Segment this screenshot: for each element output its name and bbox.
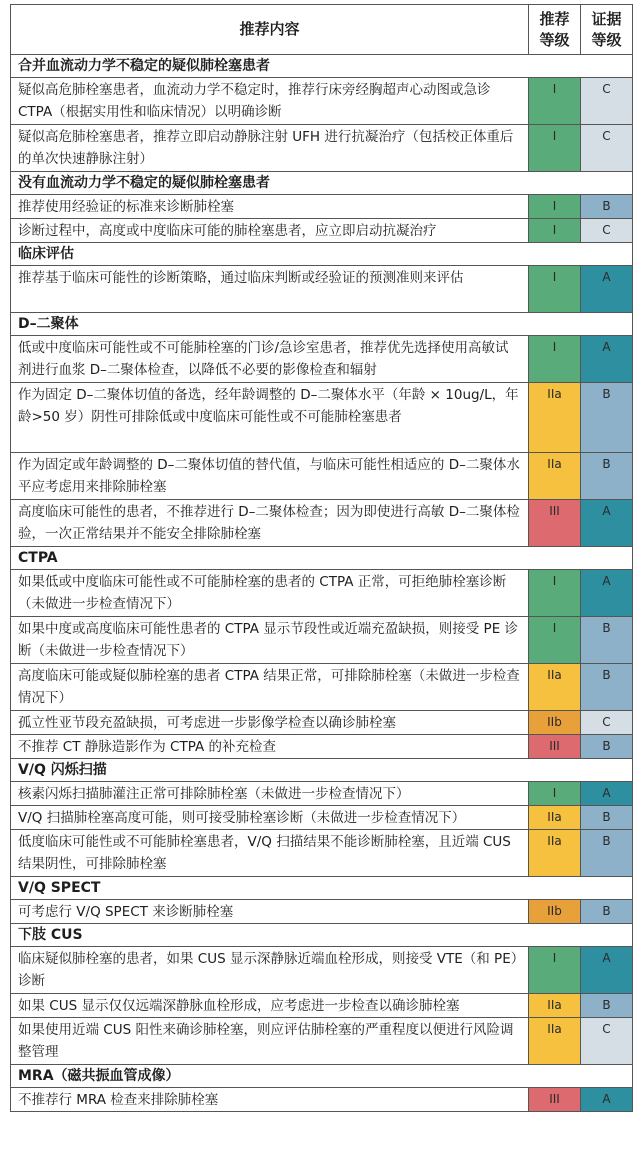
row-text: 推荐基于临床可能性的诊断策略，通过临床判断或经验证的预测准则来评估 <box>11 266 529 313</box>
section-title: V/Q SPECT <box>11 877 633 900</box>
row-text: 推荐使用经验证的标准来诊断肺栓塞 <box>11 195 529 219</box>
row-text: 核素闪烁扫描肺灌注正常可排除肺栓塞（未做进一步检查情况下） <box>11 782 529 806</box>
table-row <box>11 125 633 172</box>
table-row <box>11 500 633 547</box>
grade-badge: IIa <box>529 664 581 711</box>
row-text: V/Q 扫描肺栓塞高度可能，则可接受肺栓塞诊断（未做进一步检查情况下） <box>11 806 529 830</box>
header-grade-line2: 等级 <box>539 30 570 49</box>
table-row <box>11 570 633 617</box>
row-text: 作为固定或年龄调整的 D–二聚体切值的替代值，与临床可能性相适应的 D–二聚体水平应考虑用来排除肺栓塞 <box>11 453 529 500</box>
grade-badge: I <box>529 570 581 617</box>
grade-badge: I <box>529 336 581 383</box>
table-row <box>11 78 633 125</box>
evidence-badge: A <box>581 782 633 806</box>
grade-badge: IIa <box>529 830 581 877</box>
grade-badge: I <box>529 219 581 243</box>
table-row <box>11 1018 633 1065</box>
evidence-badge: A <box>581 570 633 617</box>
section-title: 合并血流动力学不稳定的疑似肺栓塞患者 <box>11 55 633 78</box>
evidence-badge: A <box>581 500 633 547</box>
grade-badge: I <box>529 947 581 994</box>
grade-badge: IIa <box>529 453 581 500</box>
row-text: 如果中度或高度临床可能性患者的 CTPA 显示节段性或近端充盈缺损，则接受 PE 诊断（未做进一步检查情况下） <box>11 617 529 664</box>
table-row <box>11 664 633 711</box>
section-title: CTPA <box>11 547 633 570</box>
grade-badge: IIa <box>529 383 581 453</box>
table-row <box>11 947 633 994</box>
evidence-badge: B <box>581 806 633 830</box>
header-evidence-line1: 证据 <box>591 9 622 28</box>
section-row <box>11 243 633 266</box>
evidence-badge: B <box>581 994 633 1018</box>
table-row <box>11 735 633 759</box>
section-row <box>11 877 633 900</box>
section-title: MRA（磁共振血管成像） <box>11 1065 633 1088</box>
grade-badge: IIb <box>529 711 581 735</box>
grade-badge: I <box>529 782 581 806</box>
table-row <box>11 711 633 735</box>
table-row <box>11 453 633 500</box>
evidence-badge: B <box>581 900 633 924</box>
grade-badge: IIb <box>529 900 581 924</box>
header-grade <box>529 5 581 55</box>
row-text: 可考虑行 V/Q SPECT 来诊断肺栓塞 <box>11 900 529 924</box>
evidence-badge: C <box>581 711 633 735</box>
row-text: 高度临床可能性的患者，不推荐进行 D–二聚体检查；因为即使进行高敏 D–二聚体检验，一次正常结果并不能安全排除肺栓塞 <box>11 500 529 547</box>
section-row <box>11 55 633 78</box>
header-evidence-line2: 等级 <box>591 30 622 49</box>
evidence-badge: B <box>581 735 633 759</box>
header-evidence <box>581 5 633 55</box>
evidence-badge: A <box>581 336 633 383</box>
row-text: 不推荐行 MRA 检查来排除肺栓塞 <box>11 1088 529 1112</box>
table-row <box>11 617 633 664</box>
table-row <box>11 266 633 313</box>
table-row <box>11 195 633 219</box>
header-content: 推荐内容 <box>11 5 529 55</box>
grade-badge: III <box>529 500 581 547</box>
row-text: 如果低或中度临床可能性或不可能肺栓塞的患者的 CTPA 正常，可拒绝肺栓塞诊断（未做进一步检查情况下） <box>11 570 529 617</box>
evidence-badge: B <box>581 830 633 877</box>
table-header-row <box>11 5 633 55</box>
section-row <box>11 313 633 336</box>
table-row <box>11 830 633 877</box>
evidence-badge: C <box>581 125 633 172</box>
section-row <box>11 172 633 195</box>
evidence-badge: B <box>581 617 633 664</box>
grade-badge: IIa <box>529 1018 581 1065</box>
evidence-badge: C <box>581 1018 633 1065</box>
section-row <box>11 1065 633 1088</box>
grade-badge: I <box>529 617 581 664</box>
table-row <box>11 994 633 1018</box>
grade-badge: III <box>529 735 581 759</box>
evidence-badge: C <box>581 219 633 243</box>
row-text: 低度临床可能性或不可能肺栓塞患者，V/Q 扫描结果不能诊断肺栓塞，且近端 CUS 结果阴性，可排除肺栓塞 <box>11 830 529 877</box>
section-row <box>11 759 633 782</box>
evidence-badge: C <box>581 78 633 125</box>
section-title: 临床评估 <box>11 243 633 266</box>
grade-badge: I <box>529 195 581 219</box>
section-title: 下肢 CUS <box>11 924 633 947</box>
row-text: 高度临床可能或疑似肺栓塞的患者 CTPA 结果正常，可排除肺栓塞（未做进一步检查情况下） <box>11 664 529 711</box>
evidence-badge: A <box>581 266 633 313</box>
row-text: 诊断过程中，高度或中度临床可能的肺栓塞患者，应立即启动抗凝治疗 <box>11 219 529 243</box>
row-text: 临床疑似肺栓塞的患者，如果 CUS 显示深静脉近端血栓形成，则接受 VTE（和 PE）诊断 <box>11 947 529 994</box>
row-text: 如果 CUS 显示仅仅远端深静脉血栓形成，应考虑进一步检查以确诊肺栓塞 <box>11 994 529 1018</box>
row-text: 孤立性亚节段充盈缺损，可考虑进一步影像学检查以确诊肺栓塞 <box>11 711 529 735</box>
table-row <box>11 219 633 243</box>
evidence-badge: B <box>581 383 633 453</box>
grade-badge: III <box>529 1088 581 1112</box>
section-row <box>11 547 633 570</box>
row-text: 疑似高危肺栓塞患者，推荐立即启动静脉注射 UFH 进行抗凝治疗（包括校正体重后的单次快速静脉注射） <box>11 125 529 172</box>
table-row <box>11 336 633 383</box>
grade-badge: I <box>529 78 581 125</box>
section-title: D–二聚体 <box>11 313 633 336</box>
evidence-badge: B <box>581 195 633 219</box>
header-grade-line1: 推荐 <box>539 9 570 28</box>
row-text: 低或中度临床可能性或不可能肺栓塞的门诊/急诊室患者，推荐优先选择使用高敏试剂进行血浆 D–二聚体检查，以降低不必要的影像检查和辐射 <box>11 336 529 383</box>
table-row <box>11 900 633 924</box>
table-row <box>11 383 633 453</box>
grade-badge: IIa <box>529 806 581 830</box>
row-text: 不推荐 CT 静脉造影作为 CTPA 的补充检查 <box>11 735 529 759</box>
grade-badge: I <box>529 125 581 172</box>
grade-badge: I <box>529 266 581 313</box>
section-title: 没有血流动力学不稳定的疑似肺栓塞患者 <box>11 172 633 195</box>
recommendation-table <box>10 4 633 1112</box>
row-text: 作为固定 D–二聚体切值的备选，经年龄调整的 D–二聚体水平（年龄 × 10ug/L，年龄>50 岁）阴性可排除低或中度临床可能性或不可能肺栓塞患者 <box>11 383 529 453</box>
evidence-badge: B <box>581 453 633 500</box>
table-row <box>11 782 633 806</box>
table-row <box>11 806 633 830</box>
evidence-badge: A <box>581 947 633 994</box>
row-text: 如果使用近端 CUS 阳性来确诊肺栓塞，则应评估肺栓塞的严重程度以便进行风险调整管理 <box>11 1018 529 1065</box>
grade-badge: IIa <box>529 994 581 1018</box>
evidence-badge: B <box>581 664 633 711</box>
evidence-badge: A <box>581 1088 633 1112</box>
section-row <box>11 924 633 947</box>
section-title: V/Q 闪烁扫描 <box>11 759 633 782</box>
table-row <box>11 1088 633 1112</box>
row-text: 疑似高危肺栓塞患者，血流动力学不稳定时，推荐行床旁经胸超声心动图或急诊 CTPA（根据实用性和临床情况）以明确诊断 <box>11 78 529 125</box>
